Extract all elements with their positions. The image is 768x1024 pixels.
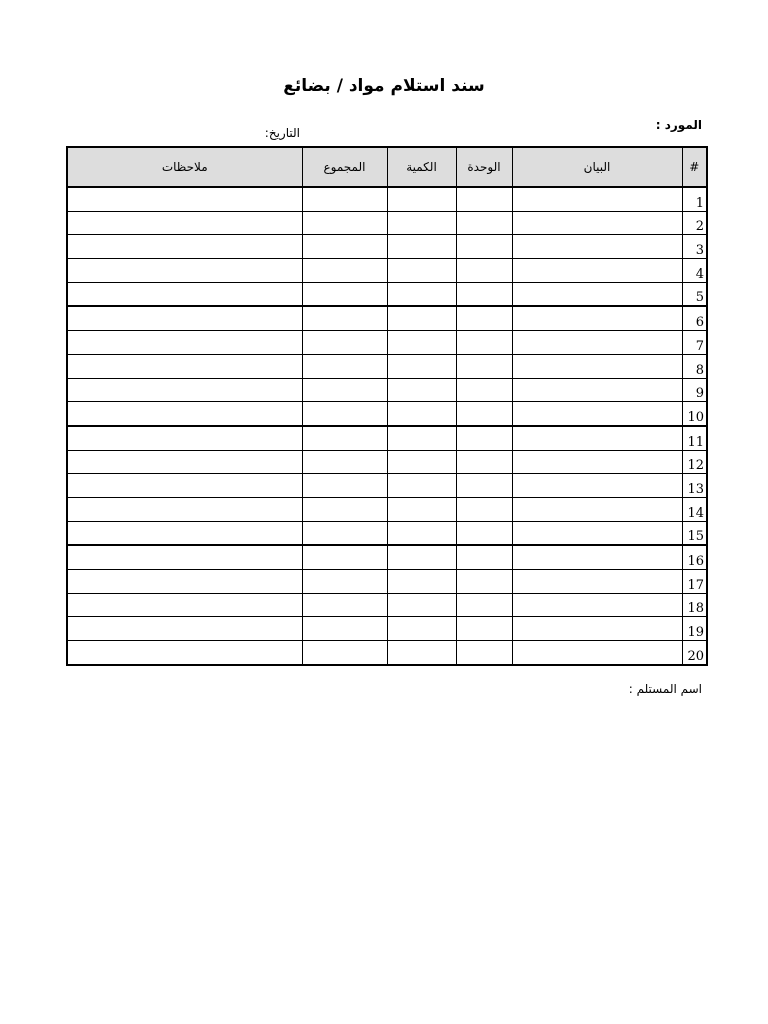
description-cell[interactable] — [512, 545, 682, 569]
row-number-cell: 18 — [682, 593, 707, 617]
quantity-cell[interactable] — [387, 378, 456, 402]
table-row — [67, 617, 707, 641]
notes-cell[interactable] — [67, 187, 302, 211]
total-cell[interactable] — [302, 235, 387, 259]
description-cell[interactable] — [512, 641, 682, 665]
notes-cell[interactable] — [67, 426, 302, 450]
notes-cell[interactable] — [67, 617, 302, 641]
total-cell[interactable] — [302, 641, 387, 665]
total-cell[interactable] — [302, 211, 387, 235]
document-title: سند استلام مواد / بضائع — [283, 76, 485, 96]
quantity-cell[interactable] — [387, 593, 456, 617]
quantity-cell[interactable] — [387, 545, 456, 569]
description-cell[interactable] — [512, 354, 682, 378]
description-cell[interactable] — [512, 474, 682, 498]
quantity-cell[interactable] — [387, 306, 456, 330]
notes-cell[interactable] — [67, 259, 302, 283]
row-number-cell: 7 — [682, 331, 707, 355]
quantity-cell[interactable] — [387, 235, 456, 259]
notes-cell[interactable] — [67, 521, 302, 545]
notes-cell[interactable] — [67, 235, 302, 259]
row-number-cell: 12 — [682, 450, 707, 474]
unit-cell[interactable] — [456, 426, 512, 450]
row-number-cell: 9 — [682, 378, 707, 402]
unit-cell[interactable] — [456, 402, 512, 426]
column-header-notes: ملاحظات — [67, 147, 302, 187]
quantity-cell[interactable] — [387, 617, 456, 641]
unit-cell[interactable] — [456, 354, 512, 378]
notes-cell[interactable] — [67, 474, 302, 498]
unit-cell[interactable] — [456, 235, 512, 259]
table-row — [67, 211, 707, 235]
table-row — [67, 259, 707, 283]
quantity-cell[interactable] — [387, 402, 456, 426]
total-cell[interactable] — [302, 497, 387, 521]
unit-cell[interactable] — [456, 593, 512, 617]
description-cell[interactable] — [512, 593, 682, 617]
row-number-cell: 5 — [682, 282, 707, 306]
quantity-cell[interactable] — [387, 259, 456, 283]
unit-cell[interactable] — [456, 545, 512, 569]
quantity-cell[interactable] — [387, 521, 456, 545]
unit-cell[interactable] — [456, 282, 512, 306]
column-header-description: البيان — [512, 147, 682, 187]
row-number-cell: 1 — [682, 187, 707, 211]
receiver-label: اسم المستلم : — [628, 682, 702, 696]
row-number-cell: 3 — [682, 235, 707, 259]
table-row — [67, 497, 707, 521]
row-number-cell: 15 — [682, 521, 707, 545]
unit-cell[interactable] — [456, 617, 512, 641]
table-row — [67, 354, 707, 378]
notes-cell[interactable] — [67, 378, 302, 402]
row-number-cell: 6 — [682, 306, 707, 330]
table-row — [67, 450, 707, 474]
description-cell[interactable] — [512, 521, 682, 545]
description-cell[interactable] — [512, 617, 682, 641]
column-header-total: المجموع — [302, 147, 387, 187]
quantity-cell[interactable] — [387, 331, 456, 355]
table-row — [67, 545, 707, 569]
table-row — [67, 331, 707, 355]
unit-cell[interactable] — [456, 641, 512, 665]
description-cell[interactable] — [512, 331, 682, 355]
unit-cell[interactable] — [456, 187, 512, 211]
description-cell[interactable] — [512, 497, 682, 521]
total-cell[interactable] — [302, 187, 387, 211]
row-number-cell: 13 — [682, 474, 707, 498]
quantity-cell[interactable] — [387, 641, 456, 665]
quantity-cell[interactable] — [387, 354, 456, 378]
table-row — [67, 187, 707, 211]
table-row — [67, 570, 707, 594]
row-number-cell: 8 — [682, 354, 707, 378]
notes-cell[interactable] — [67, 354, 302, 378]
notes-cell[interactable] — [67, 402, 302, 426]
total-cell[interactable] — [302, 331, 387, 355]
row-number-cell: 10 — [682, 402, 707, 426]
total-cell[interactable] — [302, 354, 387, 378]
table-row — [67, 593, 707, 617]
total-cell[interactable] — [302, 593, 387, 617]
description-cell[interactable] — [512, 211, 682, 235]
unit-cell[interactable] — [456, 497, 512, 521]
row-number-cell: 2 — [682, 211, 707, 235]
quantity-cell[interactable] — [387, 570, 456, 594]
notes-cell[interactable] — [67, 497, 302, 521]
total-cell[interactable] — [302, 450, 387, 474]
notes-cell[interactable] — [67, 545, 302, 569]
total-cell[interactable] — [302, 545, 387, 569]
total-cell[interactable] — [302, 474, 387, 498]
table-row — [67, 521, 707, 545]
quantity-cell[interactable] — [387, 474, 456, 498]
description-cell[interactable] — [512, 450, 682, 474]
notes-cell[interactable] — [67, 306, 302, 330]
table-row — [67, 474, 707, 498]
total-cell[interactable] — [302, 306, 387, 330]
table-row — [67, 641, 707, 665]
quantity-cell[interactable] — [387, 497, 456, 521]
table-row — [67, 282, 707, 306]
notes-cell[interactable] — [67, 570, 302, 594]
description-cell[interactable] — [512, 235, 682, 259]
description-cell[interactable] — [512, 570, 682, 594]
unit-cell[interactable] — [456, 570, 512, 594]
total-cell[interactable] — [302, 426, 387, 450]
quantity-cell[interactable] — [387, 282, 456, 306]
unit-cell[interactable] — [456, 259, 512, 283]
notes-cell[interactable] — [67, 331, 302, 355]
row-number-cell: 11 — [682, 426, 707, 450]
date-label: التاريخ: — [264, 126, 300, 140]
unit-cell[interactable] — [456, 474, 512, 498]
notes-cell[interactable] — [67, 450, 302, 474]
table-row — [67, 426, 707, 450]
table-row — [67, 378, 707, 402]
quantity-cell[interactable] — [387, 187, 456, 211]
unit-cell[interactable] — [456, 521, 512, 545]
column-header-number: # — [682, 147, 707, 187]
notes-cell[interactable] — [67, 641, 302, 665]
receipt-table — [66, 146, 708, 666]
description-cell[interactable] — [512, 282, 682, 306]
row-number-cell: 19 — [682, 617, 707, 641]
row-number-cell: 20 — [682, 641, 707, 665]
row-number-cell: 4 — [682, 259, 707, 283]
total-cell[interactable] — [302, 521, 387, 545]
description-cell[interactable] — [512, 402, 682, 426]
table-row — [67, 402, 707, 426]
notes-cell[interactable] — [67, 593, 302, 617]
notes-cell[interactable] — [67, 282, 302, 306]
quantity-cell[interactable] — [387, 450, 456, 474]
column-header-quantity: الكمية — [387, 147, 456, 187]
description-cell[interactable] — [512, 378, 682, 402]
quantity-cell[interactable] — [387, 426, 456, 450]
row-number-cell: 14 — [682, 497, 707, 521]
total-cell[interactable] — [302, 617, 387, 641]
column-header-unit: الوحدة — [456, 147, 512, 187]
description-cell[interactable] — [512, 187, 682, 211]
unit-cell[interactable] — [456, 378, 512, 402]
total-cell[interactable] — [302, 259, 387, 283]
unit-cell[interactable] — [456, 331, 512, 355]
unit-cell[interactable] — [456, 450, 512, 474]
unit-cell[interactable] — [456, 211, 512, 235]
table-body — [67, 187, 707, 665]
total-cell[interactable] — [302, 570, 387, 594]
table-row — [67, 235, 707, 259]
row-number-cell: 17 — [682, 570, 707, 594]
quantity-cell[interactable] — [387, 211, 456, 235]
total-cell[interactable] — [302, 378, 387, 402]
total-cell[interactable] — [302, 402, 387, 426]
description-cell[interactable] — [512, 306, 682, 330]
total-cell[interactable] — [302, 282, 387, 306]
row-number-cell: 16 — [682, 545, 707, 569]
table-row — [67, 306, 707, 330]
description-cell[interactable] — [512, 426, 682, 450]
unit-cell[interactable] — [456, 306, 512, 330]
description-cell[interactable] — [512, 259, 682, 283]
notes-cell[interactable] — [67, 211, 302, 235]
supplier-label: المورد : — [655, 118, 702, 132]
table-header-row — [67, 147, 707, 187]
